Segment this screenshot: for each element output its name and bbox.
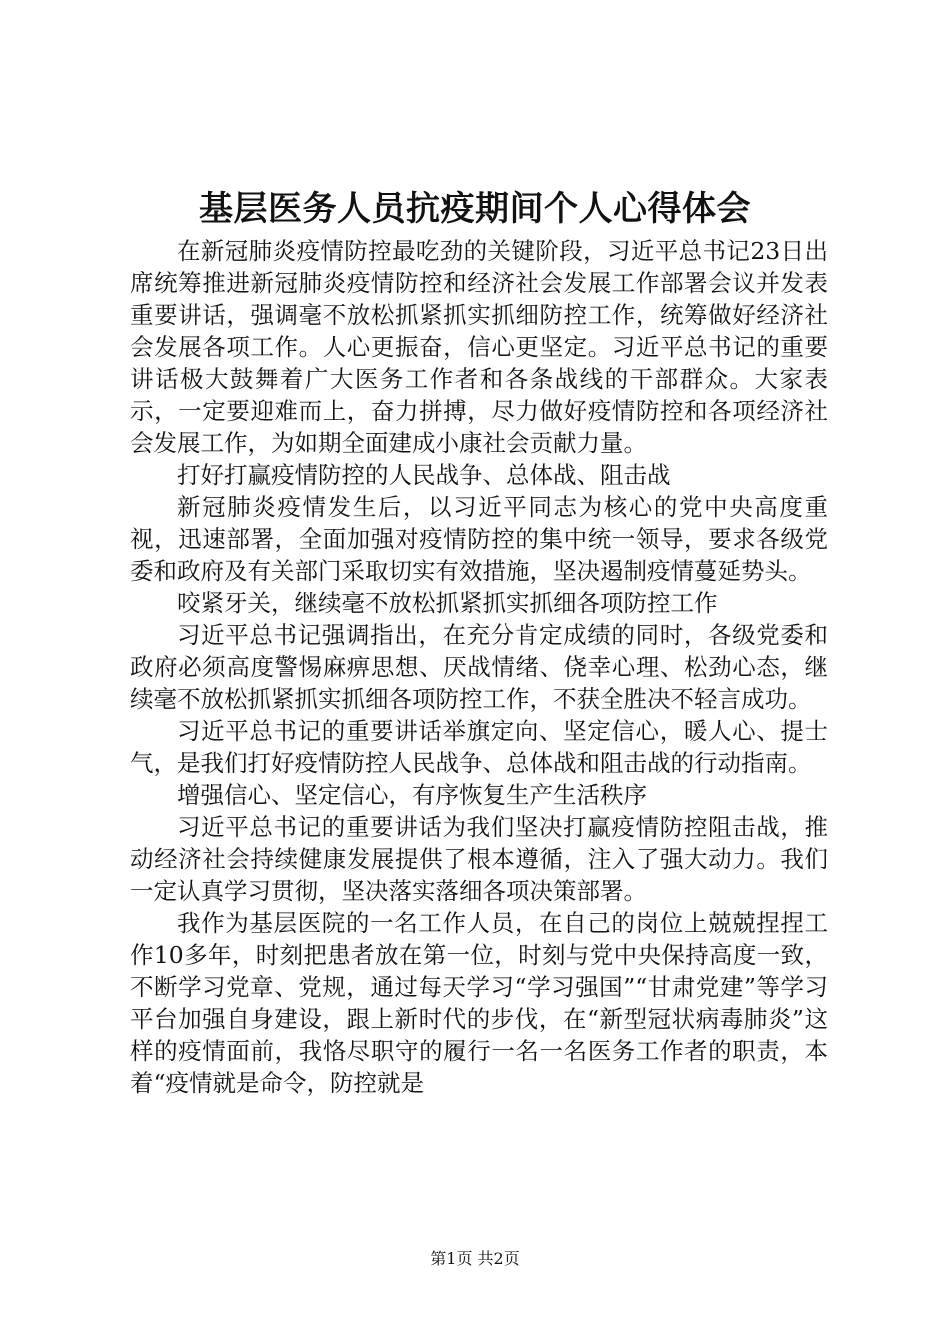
document-body bbox=[130, 235, 828, 1099]
paragraph-intro: 在新冠肺炎疫情防控最吃劲的关键阶段，习近平总书记23日出席统筹推进新冠肺炎疫情防控和经济社会发展工作部署会议并发表重要讲话，强调毫不放松抓紧抓实抓细防控工作，统筹做好经济社会发展各项工作。人心更振奋，信心更坚定。习近平总书记的重要讲话极大鼓舞着广大医务工作者和各条战线的干部群众。大家表示，一定要迎难而上，奋力拼搏，尽力做好疫情防控和各项经济社会发展工作，为如期全面建成小康社会贡献力量。 bbox=[130, 237, 828, 457]
section-heading-1: 打好打赢疫情防控的人民战争、总体战、阻击战 bbox=[177, 461, 671, 489]
paragraph-section-3: 习近平总书记的重要讲话为我们坚决打赢疫情防控阻击战，推动经济社会持续健康发展提供了根本遵循，注入了强大动力。我们一定认真学习贯彻，坚决落实落细各项决策部署。 bbox=[130, 813, 828, 905]
document-title: 基层医务人员抗疫期间个人心得体会 bbox=[199, 189, 751, 229]
paragraph-section-2b: 习近平总书记的重要讲话举旗定向、坚定信心，暖人心、提士气，是我们打好疫情防控人民战争、总体战和阻击战的行动指南。 bbox=[130, 717, 828, 777]
paragraph-section-1: 新冠肺炎疫情发生后，以习近平同志为核心的党中央高度重视，迅速部署，全面加强对疫情防控的集中统一领导，要求各级党委和政府及有关部门采取切实有效措施，坚决遏制疫情蔓延势头。 bbox=[130, 493, 828, 585]
paragraph-personal: 我作为基层医院的一名工作人员，在自己的岗位上兢兢捏捏工作10多年，时刻把患者放在第一位，时刻与党中央保持高度一致，不断学习党章、党规，通过每天学习“学习强国”“甘肃党建”等学习平台加强自身建设，跟上新时代的步伐，在“新型冠状病毒肺炎”这样的疫情面前，我恪尽职守的履行一名一名医务工作者的职责，本着“疫情就是命令，防控就是 bbox=[130, 909, 828, 1097]
section-heading-2: 咬紧牙关，继续毫不放松抓紧抓实抓细各项防控工作 bbox=[177, 589, 718, 617]
section-heading-3: 增强信心、坚定信心，有序恢复生产生活秩序 bbox=[177, 781, 647, 809]
paragraph-section-2a: 习近平总书记强调指出，在充分肯定成绩的同时，各级党委和政府必须高度警惕麻痹思想、厌战情绪、侥幸心理、松劲心态，继续毫不放松抓紧抓实抓细各项防控工作，不获全胜决不轻言成功。 bbox=[130, 621, 828, 713]
page-number-footer: 第1页 共2页 bbox=[430, 1249, 520, 1268]
